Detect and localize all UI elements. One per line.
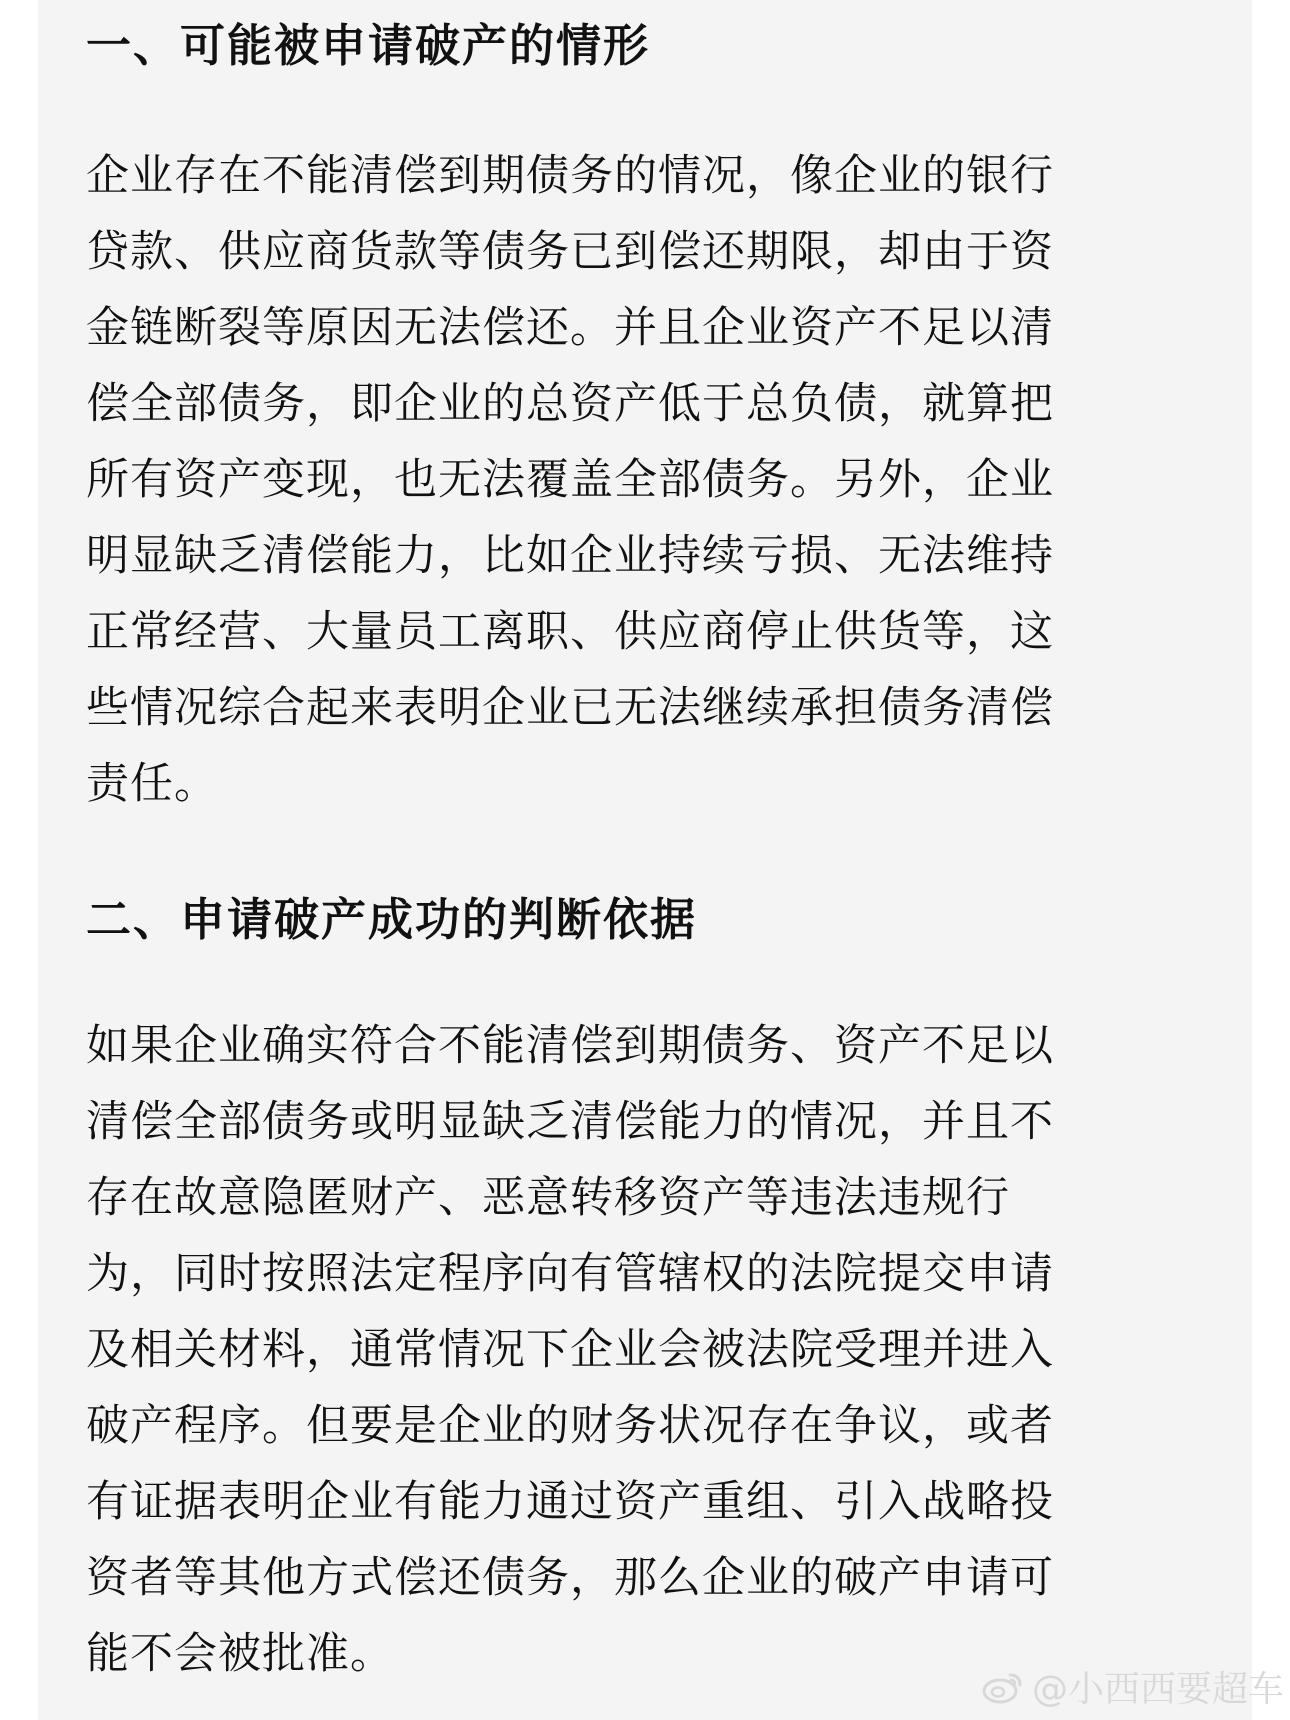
weibo-icon — [982, 1669, 1026, 1705]
paragraph-line: 能不会被批准。 — [86, 1629, 394, 1679]
paragraph-line: 明显缺乏清偿能力，比如企业持续亏损、无法维持 — [86, 531, 1054, 581]
paragraph-line: 资者等其他方式偿还债务，那么企业的破产申请可 — [86, 1553, 1054, 1603]
paragraph-line: 贷款、供应商货款等债务已到偿还期限，却由于资 — [86, 227, 1054, 277]
paragraph-line: 为，同时按照法定程序向有管辖权的法院提交申请 — [86, 1249, 1054, 1299]
paragraph-line: 如果企业确实符合不能清偿到期债务、资产不足以 — [86, 1021, 1054, 1071]
section-1-paragraph — [86, 138, 1054, 822]
paragraph-line: 所有资产变现，也无法覆盖全部债务。另外，企业 — [86, 455, 1054, 505]
paragraph-line: 正常经营、大量员工离职、供应商停止供货等，这 — [86, 607, 1054, 657]
paragraph-line: 破产程序。但要是企业的财务状况存在争议，或者 — [86, 1401, 1054, 1451]
section-2-paragraph — [86, 1008, 1054, 1692]
paragraph-line: 存在故意隐匿财产、恶意转移资产等违法违规行 — [86, 1173, 1010, 1223]
paragraph-line: 偿全部债务，即企业的总资产低于总负债，就算把 — [86, 379, 1054, 429]
paragraph-line: 些情况综合起来表明企业已无法继续承担债务清偿 — [86, 683, 1054, 733]
section-2-heading: 二、申请破产成功的判断依据 — [86, 893, 698, 946]
watermark — [982, 1661, 1284, 1712]
section-1-heading: 一、可能被申请破产的情形 — [86, 19, 651, 72]
paragraph-line: 责任。 — [86, 759, 218, 809]
paragraph-line: 及相关材料，通常情况下企业会被法院受理并进入 — [86, 1325, 1054, 1375]
watermark-text: @小西西要超车 — [1031, 1669, 1284, 1710]
paragraph-line: 企业存在不能清偿到期债务的情况，像企业的银行 — [86, 151, 1054, 201]
paragraph-line: 有证据表明企业有能力通过资产重组、引入战略投 — [86, 1477, 1054, 1527]
paragraph-line: 清偿全部债务或明显缺乏清偿能力的情况，并且不 — [86, 1097, 1054, 1147]
paragraph-line: 金链断裂等原因无法偿还。并且企业资产不足以清 — [86, 303, 1054, 353]
